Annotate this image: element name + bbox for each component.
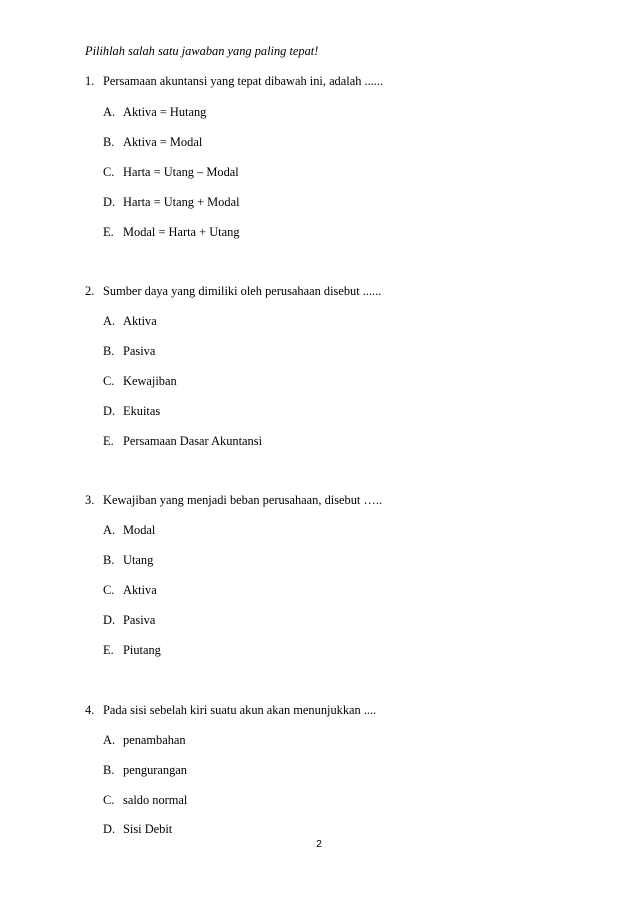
option-letter: D. bbox=[103, 404, 116, 418]
question-number: 4. bbox=[85, 703, 95, 717]
option-letter: A. bbox=[103, 733, 116, 747]
question-text: Pada sisi sebelah kiri suatu akun akan menunjukkan .... bbox=[103, 703, 377, 717]
option-letter: D. bbox=[103, 613, 116, 627]
option-text: Modal bbox=[123, 523, 156, 537]
option-text: Persamaan Dasar Akuntansi bbox=[123, 434, 263, 448]
question-number: 1. bbox=[85, 74, 95, 88]
page-number: 2 bbox=[316, 838, 322, 850]
option-text: Utang bbox=[123, 553, 154, 567]
option-letter: C. bbox=[103, 793, 115, 807]
question-text: Persamaan akuntansi yang tepat dibawah ini, adalah ...... bbox=[103, 74, 384, 88]
question-text: Kewajiban yang menjadi beban perusahaan, disebut ….. bbox=[103, 493, 383, 507]
option-letter: B. bbox=[103, 763, 115, 777]
option-letter: E. bbox=[103, 643, 114, 657]
option-text: Aktiva bbox=[123, 314, 157, 328]
option-letter: A. bbox=[103, 314, 116, 328]
option-letter: C. bbox=[103, 165, 115, 179]
option-letter: D. bbox=[103, 195, 116, 209]
option-text: Pasiva bbox=[123, 613, 156, 627]
option-letter: B. bbox=[103, 135, 115, 149]
option-letter: E. bbox=[103, 225, 114, 239]
option-text: Aktiva = Modal bbox=[123, 135, 203, 149]
option-text: Piutang bbox=[123, 643, 161, 657]
option-text: Pasiva bbox=[123, 344, 156, 358]
option-letter: E. bbox=[103, 434, 114, 448]
option-letter: D. bbox=[103, 822, 116, 836]
option-text: Harta = Utang + Modal bbox=[123, 195, 240, 209]
option-letter: C. bbox=[103, 374, 115, 388]
option-letter: A. bbox=[103, 105, 116, 119]
option-text: Ekuitas bbox=[123, 404, 161, 418]
option-text: penambahan bbox=[123, 733, 186, 747]
question-number: 3. bbox=[85, 493, 95, 507]
option-letter: A. bbox=[103, 523, 116, 537]
option-text: Kewajiban bbox=[123, 374, 177, 388]
option-text: pengurangan bbox=[123, 763, 187, 777]
option-text: Aktiva bbox=[123, 583, 157, 597]
option-text: Aktiva = Hutang bbox=[123, 105, 207, 119]
option-letter: C. bbox=[103, 583, 115, 597]
question-text: Sumber daya yang dimiliki oleh perusahaan disebut ...... bbox=[103, 284, 382, 298]
option-text: Sisi Debit bbox=[123, 822, 173, 836]
question-number: 2. bbox=[85, 284, 95, 298]
option-text: Harta = Utang – Modal bbox=[123, 165, 239, 179]
option-letter: B. bbox=[103, 553, 115, 567]
option-text: Modal = Harta + Utang bbox=[123, 225, 240, 239]
option-letter: B. bbox=[103, 344, 115, 358]
instruction-text: Pilihlah salah satu jawaban yang paling tepat! bbox=[85, 44, 319, 58]
option-text: saldo normal bbox=[123, 793, 188, 807]
